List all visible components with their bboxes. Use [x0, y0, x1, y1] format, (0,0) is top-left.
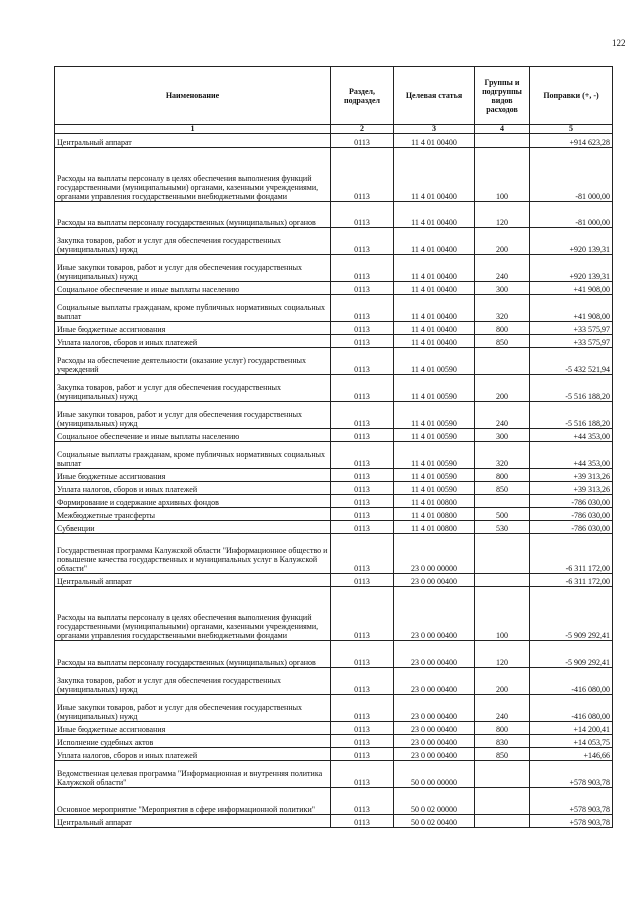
- row-amount: +578 903,78: [530, 815, 613, 828]
- row-section: 0113: [331, 815, 394, 828]
- row-name: Иные бюджетные ассигнования: [55, 469, 331, 482]
- header-target: Целевая статья: [394, 67, 475, 125]
- row-name: Основное мероприятие "Мероприятия в сфере информационной политики": [55, 788, 331, 815]
- row-target: 50 0 00 00000: [394, 761, 475, 788]
- table-row: [55, 815, 613, 828]
- row-section: 0113: [331, 735, 394, 748]
- row-name: Расходы на выплаты персоналу в целях обеспечения выполнения функций государственными (муниципальными) органами, казенными учреждениями, органами управления государственными внебюджетными фондами: [55, 148, 331, 202]
- table-row: [55, 442, 613, 469]
- row-amount: -416 080,00: [530, 668, 613, 695]
- row-target: 11 4 01 00590: [394, 402, 475, 429]
- row-name: Закупка товаров, работ и услуг для обеспечения государственных (муниципальных) нужд: [55, 668, 331, 695]
- row-target: 11 4 01 00400: [394, 228, 475, 255]
- row-amount: +39 313,26: [530, 469, 613, 482]
- row-amount: +914 623,28: [530, 134, 613, 148]
- table-row: [55, 335, 613, 348]
- row-section: 0113: [331, 482, 394, 495]
- row-section: 0113: [331, 534, 394, 574]
- header-amount: Поправки (+, -): [530, 67, 613, 125]
- row-section: 0113: [331, 134, 394, 148]
- row-name: Формирование и содержание архивных фондов: [55, 495, 331, 508]
- row-amount: +41 908,00: [530, 295, 613, 322]
- row-amount: -786 030,00: [530, 508, 613, 521]
- row-target: 11 4 01 00400: [394, 322, 475, 335]
- table-row: [55, 295, 613, 322]
- table-row: [55, 788, 613, 815]
- table-row: [55, 574, 613, 587]
- row-group: [475, 574, 530, 587]
- row-target: 23 0 00 00400: [394, 735, 475, 748]
- row-section: 0113: [331, 402, 394, 429]
- row-target: 11 4 01 00400: [394, 282, 475, 295]
- row-amount: -6 311 172,00: [530, 574, 613, 587]
- row-name: Субвенции: [55, 521, 331, 534]
- row-amount: +146,66: [530, 748, 613, 761]
- row-name: Социальные выплаты гражданам, кроме публичных нормативных социальных выплат: [55, 295, 331, 322]
- row-amount: -786 030,00: [530, 521, 613, 534]
- header-name: Наименование: [55, 67, 331, 125]
- row-amount: +578 903,78: [530, 788, 613, 815]
- row-name: Ведомственная целевая программа "Информационная и внутренняя политика Калужской области": [55, 761, 331, 788]
- row-group: 530: [475, 521, 530, 534]
- row-section: 0113: [331, 521, 394, 534]
- row-section: 0113: [331, 322, 394, 335]
- row-amount: -5 516 188,20: [530, 402, 613, 429]
- table-row: [55, 202, 613, 228]
- row-group: 830: [475, 735, 530, 748]
- row-target: 11 4 01 00400: [394, 295, 475, 322]
- row-target: 23 0 00 00400: [394, 668, 475, 695]
- row-section: 0113: [331, 574, 394, 587]
- table-body: [55, 134, 613, 828]
- row-target: 11 4 01 00400: [394, 134, 475, 148]
- header-section: Раздел, подраздел: [331, 67, 394, 125]
- row-group: 200: [475, 228, 530, 255]
- table-row: [55, 255, 613, 282]
- row-name: Социальное обеспечение и иные выплаты населению: [55, 429, 331, 442]
- row-section: 0113: [331, 761, 394, 788]
- row-amount: +14 200,41: [530, 722, 613, 735]
- row-name: Расходы на выплаты персоналу в целях обеспечения выполнения функций государственными (муниципальными) органами, казенными учреждениями, органами управления государственными внебюджетными фондами: [55, 587, 331, 641]
- row-amount: +44 353,00: [530, 429, 613, 442]
- row-section: 0113: [331, 722, 394, 735]
- row-name: Иные закупки товаров, работ и услуг для обеспечения государственных (муниципальных) нужд: [55, 402, 331, 429]
- row-section: 0113: [331, 508, 394, 521]
- table-row: [55, 695, 613, 722]
- row-group: [475, 815, 530, 828]
- row-amount: -81 000,00: [530, 148, 613, 202]
- budget-amendments-table: [54, 66, 613, 828]
- table-row: [55, 375, 613, 402]
- row-name: Иные закупки товаров, работ и услуг для обеспечения государственных (муниципальных) нужд: [55, 255, 331, 282]
- row-amount: +41 908,00: [530, 282, 613, 295]
- row-name: Иные бюджетные ассигнования: [55, 722, 331, 735]
- row-section: 0113: [331, 668, 394, 695]
- table-row: [55, 521, 613, 534]
- row-target: 11 4 01 00590: [394, 469, 475, 482]
- row-group: 240: [475, 695, 530, 722]
- row-group: 320: [475, 442, 530, 469]
- row-section: 0113: [331, 348, 394, 375]
- row-amount: -786 030,00: [530, 495, 613, 508]
- row-target: 23 0 00 00400: [394, 587, 475, 641]
- table-row: [55, 148, 613, 202]
- row-amount: -6 311 172,00: [530, 534, 613, 574]
- row-amount: -5 432 521,94: [530, 348, 613, 375]
- row-name: Социальные выплаты гражданам, кроме публичных нормативных социальных выплат: [55, 442, 331, 469]
- row-name: Уплата налогов, сборов и иных платежей: [55, 335, 331, 348]
- column-number: 4: [475, 125, 530, 134]
- row-section: 0113: [331, 695, 394, 722]
- row-target: 11 4 01 00800: [394, 495, 475, 508]
- row-target: 11 4 01 00590: [394, 348, 475, 375]
- row-group: 240: [475, 402, 530, 429]
- row-section: 0113: [331, 469, 394, 482]
- table-row: [55, 429, 613, 442]
- table-row: [55, 761, 613, 788]
- row-group: 200: [475, 668, 530, 695]
- row-name: Исполнение судебных актов: [55, 735, 331, 748]
- row-section: 0113: [331, 335, 394, 348]
- row-target: 50 0 02 00000: [394, 788, 475, 815]
- table-row: [55, 508, 613, 521]
- row-section: 0113: [331, 375, 394, 402]
- row-target: 23 0 00 00400: [394, 574, 475, 587]
- row-amount: +920 139,31: [530, 228, 613, 255]
- row-name: Уплата налогов, сборов и иных платежей: [55, 748, 331, 761]
- row-name: Центральный аппарат: [55, 815, 331, 828]
- row-amount: -5 909 292,41: [530, 587, 613, 641]
- row-target: 23 0 00 00000: [394, 534, 475, 574]
- row-amount: +44 353,00: [530, 442, 613, 469]
- row-group: 300: [475, 282, 530, 295]
- row-amount: +14 053,75: [530, 735, 613, 748]
- row-name: Центральный аппарат: [55, 574, 331, 587]
- row-section: 0113: [331, 282, 394, 295]
- row-target: 11 4 01 00590: [394, 482, 475, 495]
- table-row: [55, 322, 613, 335]
- row-amount: +33 575,97: [530, 322, 613, 335]
- row-target: 11 4 01 00590: [394, 429, 475, 442]
- row-amount: +33 575,97: [530, 335, 613, 348]
- row-name: Межбюджетные трансферты: [55, 508, 331, 521]
- table-row: [55, 348, 613, 375]
- table-row: [55, 534, 613, 574]
- table-row: [55, 469, 613, 482]
- table-row: [55, 641, 613, 668]
- row-group: [475, 495, 530, 508]
- row-section: 0113: [331, 228, 394, 255]
- row-amount: -5 516 188,20: [530, 375, 613, 402]
- table-row: [55, 134, 613, 148]
- row-group: 120: [475, 641, 530, 668]
- table-row: [55, 587, 613, 641]
- row-group: 850: [475, 482, 530, 495]
- column-number: 3: [394, 125, 475, 134]
- row-group: [475, 134, 530, 148]
- row-amount: -81 000,00: [530, 202, 613, 228]
- row-group: 200: [475, 375, 530, 402]
- row-section: 0113: [331, 202, 394, 228]
- row-section: 0113: [331, 255, 394, 282]
- row-group: 800: [475, 322, 530, 335]
- table-row: [55, 722, 613, 735]
- row-section: 0113: [331, 148, 394, 202]
- row-name: Расходы на выплаты персоналу государственных (муниципальных) органов: [55, 202, 331, 228]
- row-section: 0113: [331, 295, 394, 322]
- table-row: [55, 495, 613, 508]
- row-target: 11 4 01 00800: [394, 508, 475, 521]
- row-group: 240: [475, 255, 530, 282]
- row-name: Центральный аппарат: [55, 134, 331, 148]
- row-group: 100: [475, 148, 530, 202]
- column-number-row: [55, 125, 613, 134]
- row-section: 0113: [331, 442, 394, 469]
- row-name: Расходы на обеспечение деятельности (оказание услуг) государственных учреждений: [55, 348, 331, 375]
- row-amount: -5 909 292,41: [530, 641, 613, 668]
- row-target: 11 4 01 00400: [394, 148, 475, 202]
- table-row: [55, 282, 613, 295]
- row-amount: +920 139,31: [530, 255, 613, 282]
- column-number: 2: [331, 125, 394, 134]
- table-row: [55, 402, 613, 429]
- row-target: 50 0 02 00400: [394, 815, 475, 828]
- row-target: 23 0 00 00400: [394, 748, 475, 761]
- column-number: 1: [55, 125, 331, 134]
- table-row: [55, 228, 613, 255]
- row-group: 500: [475, 508, 530, 521]
- row-target: 11 4 01 00400: [394, 202, 475, 228]
- row-name: Государственная программа Калужской области "Информационное общество и повышение качества государственных и муниципальных услуг в Калужской области": [55, 534, 331, 574]
- row-name: Уплата налогов, сборов и иных платежей: [55, 482, 331, 495]
- row-section: 0113: [331, 788, 394, 815]
- row-target: 23 0 00 00400: [394, 695, 475, 722]
- row-group: [475, 761, 530, 788]
- row-target: 11 4 01 00400: [394, 255, 475, 282]
- table-row: [55, 748, 613, 761]
- row-amount: -416 080,00: [530, 695, 613, 722]
- row-group: 320: [475, 295, 530, 322]
- row-section: 0113: [331, 495, 394, 508]
- row-name: Закупка товаров, работ и услуг для обеспечения государственных (муниципальных) нужд: [55, 375, 331, 402]
- row-group: [475, 348, 530, 375]
- row-target: 23 0 00 00400: [394, 641, 475, 668]
- header-group: Группы и подгруппы видов расходов: [475, 67, 530, 125]
- row-group: 100: [475, 587, 530, 641]
- row-section: 0113: [331, 587, 394, 641]
- row-target: 11 4 01 00590: [394, 375, 475, 402]
- row-target: 23 0 00 00400: [394, 722, 475, 735]
- row-target: 11 4 01 00590: [394, 442, 475, 469]
- row-name: Иные закупки товаров, работ и услуг для обеспечения государственных (муниципальных) нужд: [55, 695, 331, 722]
- row-group: 800: [475, 469, 530, 482]
- column-number: 5: [530, 125, 613, 134]
- row-section: 0113: [331, 429, 394, 442]
- row-amount: +39 313,26: [530, 482, 613, 495]
- row-group: 850: [475, 335, 530, 348]
- row-amount: +578 903,78: [530, 761, 613, 788]
- row-group: 300: [475, 429, 530, 442]
- row-group: 120: [475, 202, 530, 228]
- row-group: [475, 534, 530, 574]
- row-group: 800: [475, 722, 530, 735]
- row-section: 0113: [331, 641, 394, 668]
- row-target: 11 4 01 00800: [394, 521, 475, 534]
- row-group: [475, 788, 530, 815]
- table-row: [55, 668, 613, 695]
- page-number: 122: [612, 38, 626, 48]
- row-name: Закупка товаров, работ и услуг для обеспечения государственных (муниципальных) нужд: [55, 228, 331, 255]
- row-name: Социальное обеспечение и иные выплаты населению: [55, 282, 331, 295]
- table-row: [55, 735, 613, 748]
- row-section: 0113: [331, 748, 394, 761]
- row-name: Иные бюджетные ассигнования: [55, 322, 331, 335]
- row-group: 850: [475, 748, 530, 761]
- table-row: [55, 482, 613, 495]
- row-target: 11 4 01 00400: [394, 335, 475, 348]
- row-name: Расходы на выплаты персоналу государственных (муниципальных) органов: [55, 641, 331, 668]
